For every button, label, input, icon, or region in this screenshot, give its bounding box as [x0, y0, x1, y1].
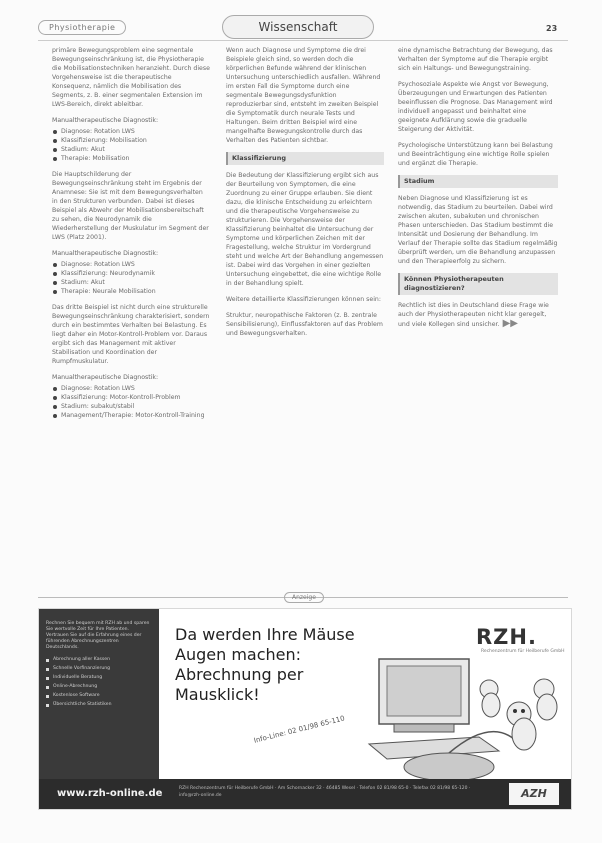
column-2: [226, 46, 384, 345]
list-item: Diagnose: Rotation LWS: [52, 260, 210, 269]
col1-list1-heading: Manualtherapeutische Diagnostik:: [52, 117, 159, 124]
rzh-logo-tagline: Rechenzentrum für Heilberufe GmbH: [481, 649, 565, 654]
list-item: Stadium: subakut/stabil: [52, 402, 210, 411]
list-item: Klassifizierung: Mobilisation: [52, 136, 210, 145]
list-item: Online-Abrechnung: [46, 684, 152, 690]
list-item: Stadium: Akut: [52, 145, 210, 154]
col3-paragraph-2: Psychosoziale Aspekte wie Angst vor Bewegung, Überzeugungen und Erwartungen des Patienten beeinflussen die Prognose. Das Management wird individuell angepasst und beinhaltet eine geeignete Aufklärung sowie die graduelle Steigerung der Aktivität.: [398, 81, 553, 133]
ad-website-link[interactable]: www.rzh-online.de: [57, 788, 163, 799]
list-item: Klassifizierung: Neurodynamik: [52, 269, 210, 278]
list-item: Klassifizierung: Motor-Kontroll-Problem: [52, 393, 210, 402]
list-item: Abrechnung aller Kassen: [46, 657, 152, 663]
col1-paragraph-3: Das dritte Beispiel ist nicht durch eine strukturelle Bewegungseinschränkung charakterisiert, sondern durch ein bestimmtes Verhalten bei Belastung. Es liegt daher ein Motor-Kontroll-Problem vor. Daraus ergibt sich das Management mit aktiver Stabilisation und Koordination der Rumpfmuskulatur.: [52, 304, 210, 365]
list-item: Schnelle Vorfinanzierung: [46, 666, 152, 672]
list-item: Übersichtliche Statistiken: [46, 702, 152, 708]
ad-feature-list: [46, 657, 152, 708]
partner-logo: AZH: [509, 783, 559, 805]
list-item: Individuelle Beratung: [46, 675, 152, 681]
col2-paragraph-4: Struktur, neuropathische Faktoren (z. B. zentrale Sensibilisierung), Einflussfaktoren auf das Problem und Bewegungsverhalten.: [226, 312, 383, 337]
computer-mice-illustration: [339, 649, 569, 784]
col1-list1: [52, 127, 210, 163]
col3-paragraph-1: eine dynamische Betrachtung der Bewegung, das Verhalten der Symptome auf die Therapie ergibt sich ein Haltungs- und Bewegungstraining.: [398, 47, 553, 72]
col1-list3-heading: Manualtherapeutische Diagnostik:: [52, 374, 159, 381]
ad-info-panel: [39, 609, 159, 779]
list-item: Diagnose: Rotation LWS: [52, 127, 210, 136]
col1-paragraph-2: Die Hauptschilderung der Bewegungseinschränkung steht im Ergebnis der Anamnese: Sie ist mit dem Bewegungsverhalten in den Strukturen verbunden. Dabei ist dieses Beispiel als Abwehr der Mobilisationsbereitschaft zu sehen, die Neurodynamik die Wiederherstellung der Muskulatur im Segment der LWS (Platz 2001).: [52, 171, 209, 241]
col3-paragraph-3: Psychologische Unterstützung kann bei Belastung und Beeinträchtigung eine wichtige Rolle spielen und ergänzt die Therapie.: [398, 142, 553, 167]
list-item: Stadium: Akut: [52, 278, 210, 287]
subheading-box: Können Physiotherapeuten diagnostizieren?: [398, 273, 558, 295]
col1-list2-heading: Manualtherapeutische Diagnostik:: [52, 250, 159, 257]
column-1: [52, 46, 210, 427]
list-item: Diagnose: Rotation LWS: [52, 384, 210, 393]
subheading-box: Stadium: [398, 175, 558, 188]
ad-intro: Rechnen Sie bequem mit RZH ab und sparen Sie wertvolle Zeit für Ihre Patienten. Vertrauen Sie auf die Erfahrung eines der führenden Abrechnungszentren Deutschlands.: [46, 621, 150, 650]
continue-arrow-icon: ▶▶: [499, 318, 518, 329]
col2-paragraph-3: Weitere detaillierte Klassifizierungen können sein:: [226, 296, 381, 303]
page-number: 23: [546, 24, 558, 33]
ad-phone-line: Info-Line: 02 01/98 65-110: [253, 714, 346, 745]
section-title: Wissenschaft: [222, 15, 374, 39]
col1-list2: [52, 260, 210, 296]
list-item: Therapie: Mobilisation: [52, 154, 210, 163]
rzh-logo: RZH.: [476, 625, 537, 649]
col2-paragraph-2: Die Bedeutung der Klassifizierung ergibt sich aus der Beurteilung von Symptomen, die eine Zuordnung zu einer Gruppe erlauben. Sie dient dazu, die klinische Entscheidung zu erleichtern und die therapeutische Vorgehensweise zu strukturieren. Die Vorgehensweise der Klassifizierung beinhaltet die Untersuchung der Symptome und körperlichen Zeichen mit der Fragestellung, welche Struktur im Vordergrund steht und welche Art der Behandlung angemessen ist. Dabei wird das Vorgehen in einer gezielten Untersuchung eingebettet, die eine wichtige Rolle in der Behandlung spielt.: [226, 172, 384, 287]
ad-contact-info: RZH Rechenzentrum für Heilberufe GmbH · Am Schornacker 32 · 46485 Wesel · Telefon 02 81/98 65-0 · Telefax 02 81/98 65-120 · info@rzh-online.de: [179, 786, 471, 798]
list-item: Kostenlose Software: [46, 693, 152, 699]
journal-label: Physiotherapie: [38, 20, 126, 35]
ad-label: Anzeige: [284, 592, 324, 603]
col1-list3: [52, 384, 210, 420]
col2-paragraph-1: Wenn auch Diagnose und Symptome die drei Beispiele gleich sind, so werden doch die körperlichen Befunde während der klinischen Untersuchung unterschiedlich ausfallen. Während im ersten Fall die Symptome durch eine segmentale Bewegungsdysfunktion reproduzierbar sind, entsteht im zweiten Beispiel die Symptomatik durch neurale Tests und Haltungen. Beim dritten Beispiel wird eine mangelhafte Bewegungskontrolle durch das Verhalten des Patienten sichtbar.: [226, 47, 381, 144]
col3-paragraph-4: Neben Diagnose und Klassifizierung ist es notwendig, das Stadium zu beurteilen. Dabei wird zwischen akuten, subakuten und chronischen Phasen unterschieden. Das Stadium bestimmt die Intensität und Dosierung der Behandlung. Im Verlauf der Therapie sollte das Stadium regelmäßig überprüft werden, um die Behandlung anzupassen und den Therapieerfolg zu sichern.: [398, 195, 558, 265]
header-rule: [38, 40, 568, 41]
col3-paragraph-5: Rechtlich ist dies in Deutschland diese Frage wie auch der Physiotherapeuten nicht klar geregelt, und viele Kollegen sind unsicher. ▶▶: [398, 302, 549, 329]
col1-paragraph-1: primäre Bewegungsproblem eine segmentale Bewegungseinschränkung ist, die Physiotherapie die Mobilisationstechniken heranzieht. Durch diese Vorgehensweise ist die therapeutische Konsequenz, nämlich die Mobilisation des Segments, z. B. einer segmentalen Extension im LWS-Bereich, direkt ableitbar.: [52, 47, 210, 108]
advertisement[interactable]: [38, 608, 572, 810]
list-item: Therapie: Neurale Mobilisation: [52, 287, 210, 296]
subheading-box: Klassifizierung: [226, 152, 384, 165]
ad-headline: Da werden Ihre Mäuse Augen machen: Abrechnung per Mausklick!: [175, 625, 355, 704]
list-item: Management/Therapie: Motor-Kontroll-Training: [52, 411, 210, 420]
column-3: [398, 46, 558, 336]
